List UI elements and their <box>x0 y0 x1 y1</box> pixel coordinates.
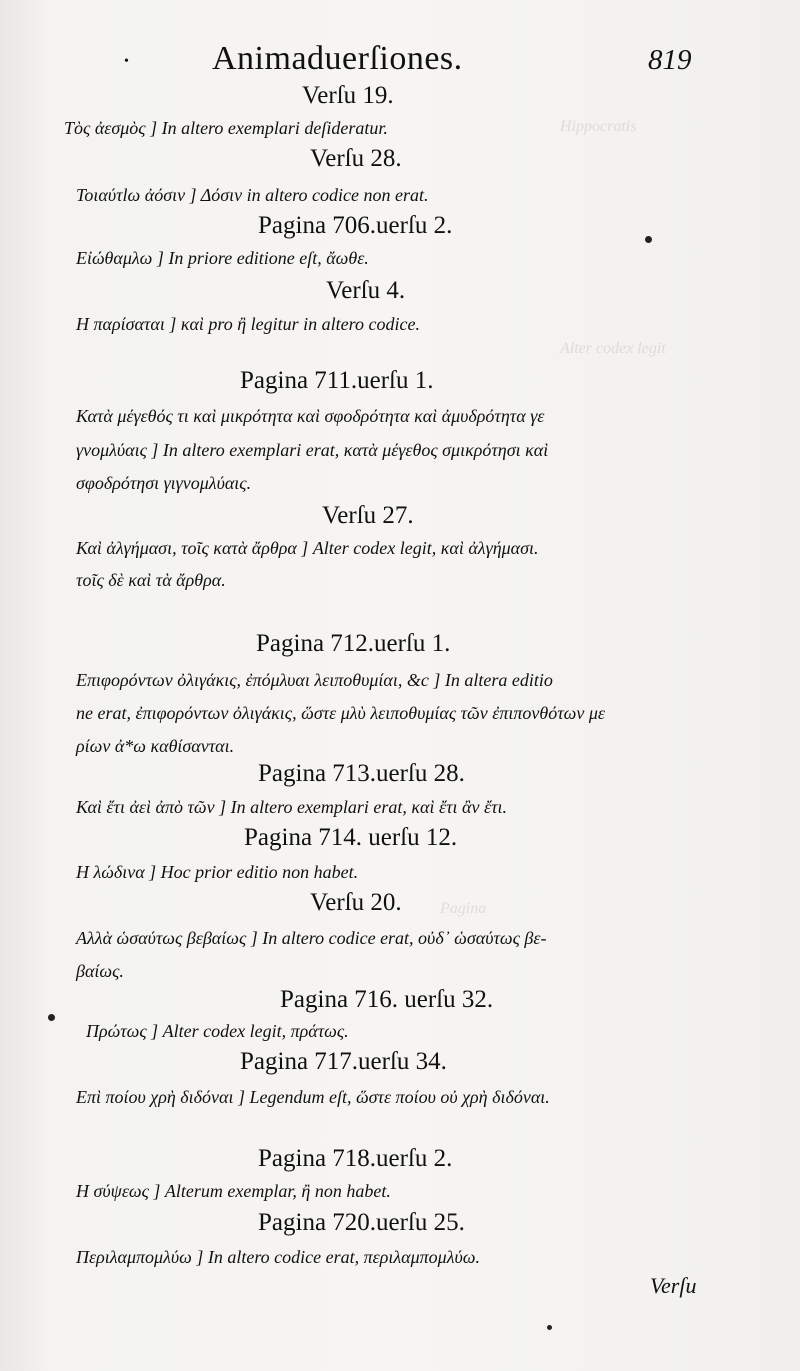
show-through-text: Alter codex legit <box>560 340 666 357</box>
entry-heading: Pagina 720.uerſu 25. <box>258 1209 465 1236</box>
entry-text: τοῖς δὲ καὶ τὰ ἄρθρα. <box>76 570 226 590</box>
entry-text: Περιλαμπομλύω ] In altero codice erat, περιλαμπομλύω. <box>76 1247 480 1267</box>
entry-heading: Verſu 27. <box>322 502 414 529</box>
entry-text: βαίως. <box>76 961 124 981</box>
entry-heading: Pagina 717.uerſu 34. <box>240 1048 447 1075</box>
entry-text: Επὶ ποίου χρὴ διδόναι ] Legendum eſt, ὥστε ποίου οὐ χρὴ διδόναι. <box>76 1087 550 1107</box>
entry-heading: Verſu 28. <box>310 145 402 172</box>
entry-heading: Pagina 706.uerſu 2. <box>258 212 453 239</box>
entry-heading: Pagina 713.uerſu 28. <box>258 760 465 787</box>
ink-spot <box>48 1014 55 1021</box>
entry-heading: Verſu 20. <box>310 889 402 916</box>
show-through-text: Pagina <box>440 900 487 917</box>
entry-text: Καὶ ἀλγήμασι, τοῖς κατὰ ἄρθρα ] Alter codex legit, καὶ ἀλγήμασι. <box>76 538 539 558</box>
entry-text: ρίων ἀ*ω καθίσανται. <box>76 736 235 756</box>
entry-text: Εἰώθαμλω ] In priore editione eſt, ἄωθε. <box>76 248 369 268</box>
entry-text: Η παρίσαται ] καὶ pro ἢ legitur in altero codice. <box>76 314 420 334</box>
entry-text: Η λώδινα ] Hoc prior editio non habet. <box>76 862 359 882</box>
page-title: Animaduerſiones. <box>212 40 463 77</box>
entry-text: Καὶ ἔτι ἀεὶ ἀπὸ τῶν ] In altero exemplari erat, καὶ ἔτι ἂν ἔτι. <box>76 797 508 817</box>
entry-heading: Pagina 711.uerſu 1. <box>240 367 434 394</box>
entry-heading: Verſu 4. <box>326 277 406 304</box>
entry-text: ne erat, ἐπιφορόντων ὀλιγάκις, ὥστε μλὺ λειποθυμίας τῶν ἐπιπονθότων με <box>76 703 605 723</box>
catchword: Verſu <box>650 1273 697 1298</box>
entry-text: γνομλύαις ] In altero exemplari erat, κατὰ μέγεθος σμικρότησι καὶ <box>76 440 549 460</box>
entry-text: Πρώτως ] Alter codex legit, πράτως. <box>86 1021 349 1041</box>
entry-text: Τοιαύτlω ἀόσιν ] Δόσιν in altero codice non erat. <box>76 185 429 205</box>
entry-heading: Verſu 19. <box>302 82 394 109</box>
ink-spot <box>547 1325 552 1330</box>
entry-heading: Pagina 718.uerſu 2. <box>258 1145 453 1172</box>
entry-text: σφοδρότησι γιγνομλύαις. <box>76 473 252 493</box>
entry-heading: Pagina 714. uerſu 12. <box>244 824 458 851</box>
entry-heading: Pagina 716. uerſu 32. <box>280 986 494 1013</box>
entry-heading: Pagina 712.uerſu 1. <box>256 630 451 657</box>
entry-text: Η σύψεως ] Alterum exemplar, ἢ non habet. <box>76 1181 391 1201</box>
entry-text: Αλλὰ ὡσαύτως βεβαίως ] In altero codice erat, οὐδ᾽ ὡσαύτως βε- <box>76 928 547 948</box>
ink-spot <box>645 236 652 243</box>
entry-text: Τὸς ἀεσμὸς ] In altero exemplari deſideratur. <box>64 118 388 138</box>
ornament-dot: • <box>124 54 129 69</box>
entry-text: Επιφορόντων ὀλιγάκις, ἐπόμλυαι λειποθυμίαι, &c ] In altera editio <box>76 670 553 690</box>
show-through-text: Hippocratis <box>560 118 637 135</box>
running-head <box>0 38 800 82</box>
page-number: 819 <box>648 44 692 76</box>
entry-text: Κατὰ μέγεθός τι καὶ μικρότητα καὶ σφοδρότητα καὶ ἀμυδρότητα γε <box>76 406 545 426</box>
